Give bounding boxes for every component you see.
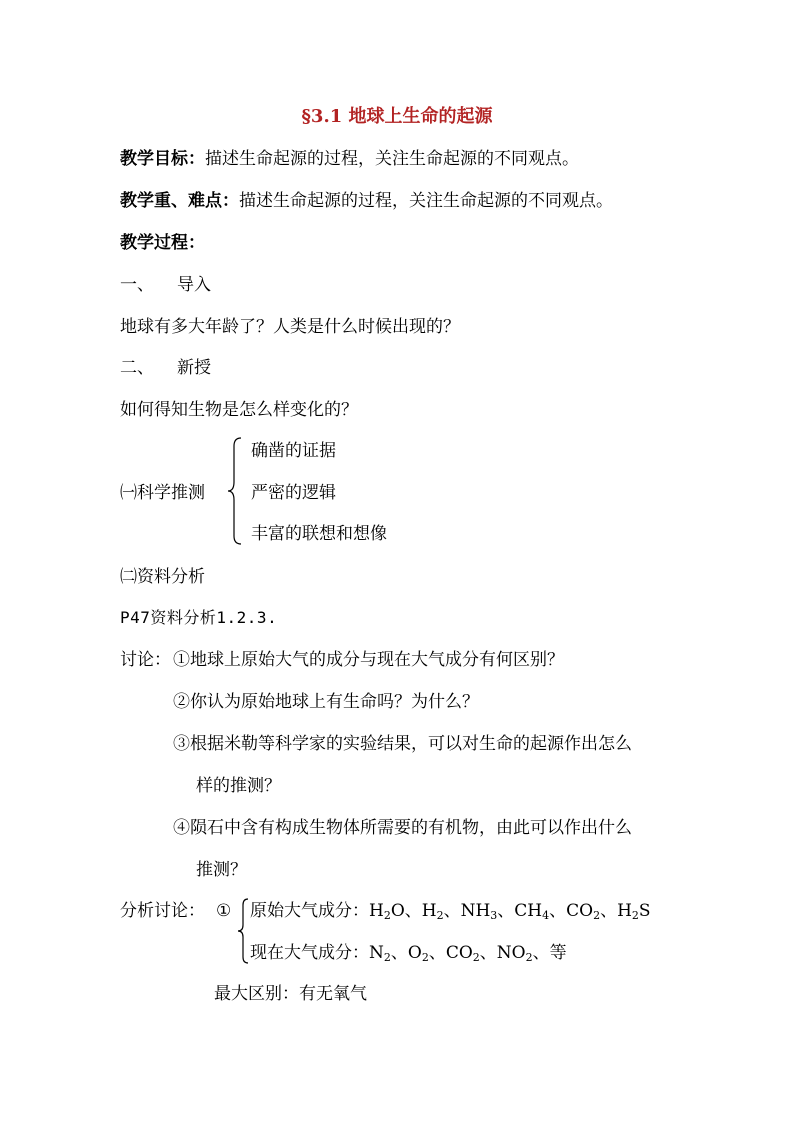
key-points-label: 教学重、难点： [120, 191, 239, 211]
discussion-question-4: ④陨石中含有构成生物体所需要的有机物，由此可以作出什么 [173, 818, 632, 838]
data-analysis-label: ㈡资料分析 [120, 567, 205, 587]
scientific-inference-label: ㈠科学推测 [120, 483, 205, 503]
intro-question: 地球有多大年龄了？人类是什么时候出现的？ [120, 317, 460, 337]
formula-ch4: $CH_4$、 [514, 901, 567, 922]
primitive-label: 原始大气成分： [250, 901, 369, 921]
discussion-label: 讨论： [120, 650, 171, 670]
section2-num: 二、 [120, 358, 154, 378]
section1-num: 一、 [120, 275, 154, 295]
how-question: 如何得知生物是怎么样变化的？ [120, 400, 358, 420]
inference-item: 确凿的证据 [251, 441, 336, 461]
difference-label: 最大区别： [214, 984, 299, 1004]
discussion-question-2: ②你认为原始地球上有生命吗？为什么？ [173, 692, 479, 712]
section1-title: 导入 [177, 275, 211, 295]
discussion-question-4-cont: 推测？ [196, 860, 247, 880]
process-label: 教学过程： [120, 233, 205, 253]
formula-o2: $O_2$、 [407, 943, 446, 964]
difference-line [214, 983, 367, 1005]
inference-item: 丰富的联想和想像 [251, 524, 387, 544]
formula-h2o: $H_2O$、 [369, 901, 422, 922]
formula-n2: $N_2$、 [369, 943, 408, 964]
difference-value: 有无氧气 [299, 984, 367, 1004]
modern-atmosphere-line [250, 942, 567, 964]
left-brace-icon [236, 897, 250, 965]
formula-h2s: $H_2S$ [617, 901, 651, 922]
formula-no2: $NO_2$、等 [496, 943, 567, 964]
discussion-question-1: ①地球上原始大气的成分与现在大气成分有何区别？ [173, 650, 564, 670]
formula-co2: $CO_2$、 [445, 943, 497, 964]
analysis-number: ① [216, 901, 232, 921]
inference-item: 严密的逻辑 [251, 483, 336, 503]
left-brace-icon [226, 436, 244, 546]
section2-title: 新授 [177, 358, 211, 378]
objective-text: 描述生命起源的过程，关注生命起源的不同观点。 [205, 149, 579, 169]
discussion-question-3: ③根据米勒等科学家的实验结果，可以对生命的起源作出怎么 [173, 734, 632, 754]
formula-co2: $CO_2$、 [566, 901, 618, 922]
key-points-line [120, 190, 613, 212]
reference-line: P47资料分析1.2.3. [120, 608, 278, 627]
key-points-text: 描述生命起源的过程，关注生命起源的不同观点。 [239, 191, 613, 211]
analysis-label: 分析讨论： [120, 901, 205, 921]
page-title: §3.1 地球上生命的起源 [301, 106, 493, 127]
objective-label: 教学目标： [120, 149, 205, 169]
formula-nh3: $NH_3$、 [460, 901, 515, 922]
primitive-atmosphere-line [250, 900, 651, 922]
formula-h2: $H_2$、 [421, 901, 461, 922]
modern-label: 现在大气成分： [250, 943, 369, 963]
objective-line [120, 148, 579, 170]
discussion-question-3-cont: 样的推测？ [196, 776, 281, 796]
